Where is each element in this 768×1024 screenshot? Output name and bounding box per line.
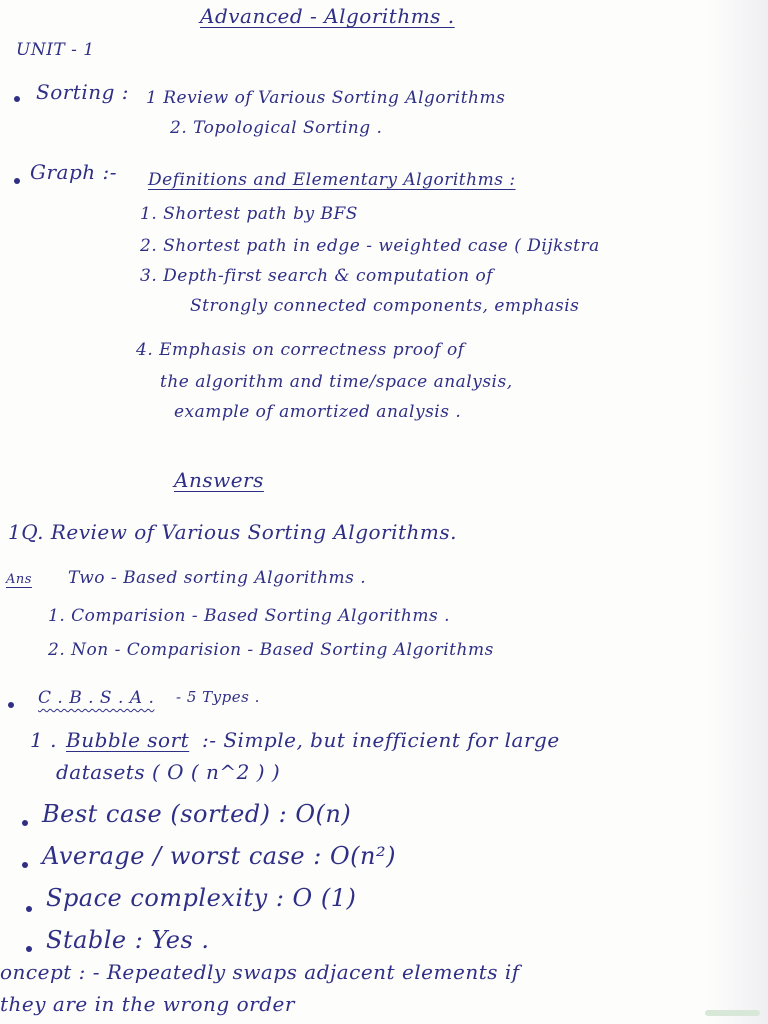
bullet-dot xyxy=(14,178,20,184)
sorting-item: 2. Topological Sorting . xyxy=(170,118,383,138)
sorting-label: Sorting : xyxy=(36,80,130,104)
complexity-bullet: Best case (sorted) : O(n) xyxy=(42,800,352,828)
answer-type: 1. Comparision - Based Sorting Algorithms . xyxy=(48,606,450,626)
graph-item: the algorithm and time/space analysis, xyxy=(160,372,513,392)
graph-item: 4. Emphasis on correctness proof of xyxy=(136,340,465,360)
bullet-dot xyxy=(26,906,32,912)
bullet-dot xyxy=(22,820,28,826)
bullet-dot xyxy=(14,96,20,102)
bubble-description: datasets ( O ( n^2 ) ) xyxy=(56,760,281,784)
complexity-bullet: Stable : Yes . xyxy=(46,926,210,954)
bullet-dot xyxy=(22,862,28,868)
bubble-number: 1 . xyxy=(30,728,57,752)
graph-heading: Definitions and Elementary Algorithms : xyxy=(148,170,516,190)
page-title: Advanced - Algorithms . xyxy=(200,4,455,28)
unit-label: UNIT - 1 xyxy=(16,40,95,60)
answer-intro: Two - Based sorting Algorithms . xyxy=(68,568,367,588)
graph-item: Strongly connected components, emphasis xyxy=(190,296,580,316)
bullet-dot xyxy=(8,702,14,708)
complexity-bullet: Space complexity : O (1) xyxy=(46,884,357,912)
question-line: 1Q. Review of Various Sorting Algorithms. xyxy=(8,520,457,544)
sorting-item: 1 Review of Various Sorting Algorithms xyxy=(146,88,506,108)
graph-item: 1. Shortest path by BFS xyxy=(140,204,358,224)
ans-label: Ans xyxy=(6,572,32,587)
answers-heading: Answers xyxy=(174,468,264,492)
graph-item: 3. Depth-first search & computation of xyxy=(140,266,494,286)
answer-type: 2. Non - Comparision - Based Sorting Algorithms xyxy=(48,640,494,660)
page-edge-shadow xyxy=(708,0,768,1024)
concept-line: oncept : - Repeatedly swaps adjacent elements if xyxy=(0,960,520,984)
bubble-description: :- Simple, but inefficient for large xyxy=(202,728,560,752)
graph-label: Graph :- xyxy=(30,160,117,184)
bullet-dot xyxy=(26,946,32,952)
cbsa-label: C . B . S . A . xyxy=(38,688,155,708)
graph-item: 2. Shortest path in edge - weighted case ( Dijkstra xyxy=(140,236,600,256)
cbsa-types: - 5 Types . xyxy=(176,688,260,706)
scanner-watermark xyxy=(705,1010,760,1016)
concept-line: they are in the wrong order xyxy=(0,992,295,1016)
graph-item: example of amortized analysis . xyxy=(174,402,462,422)
bubble-title: Bubble sort xyxy=(66,728,190,752)
complexity-bullet: Average / worst case : O(n²) xyxy=(42,842,396,870)
